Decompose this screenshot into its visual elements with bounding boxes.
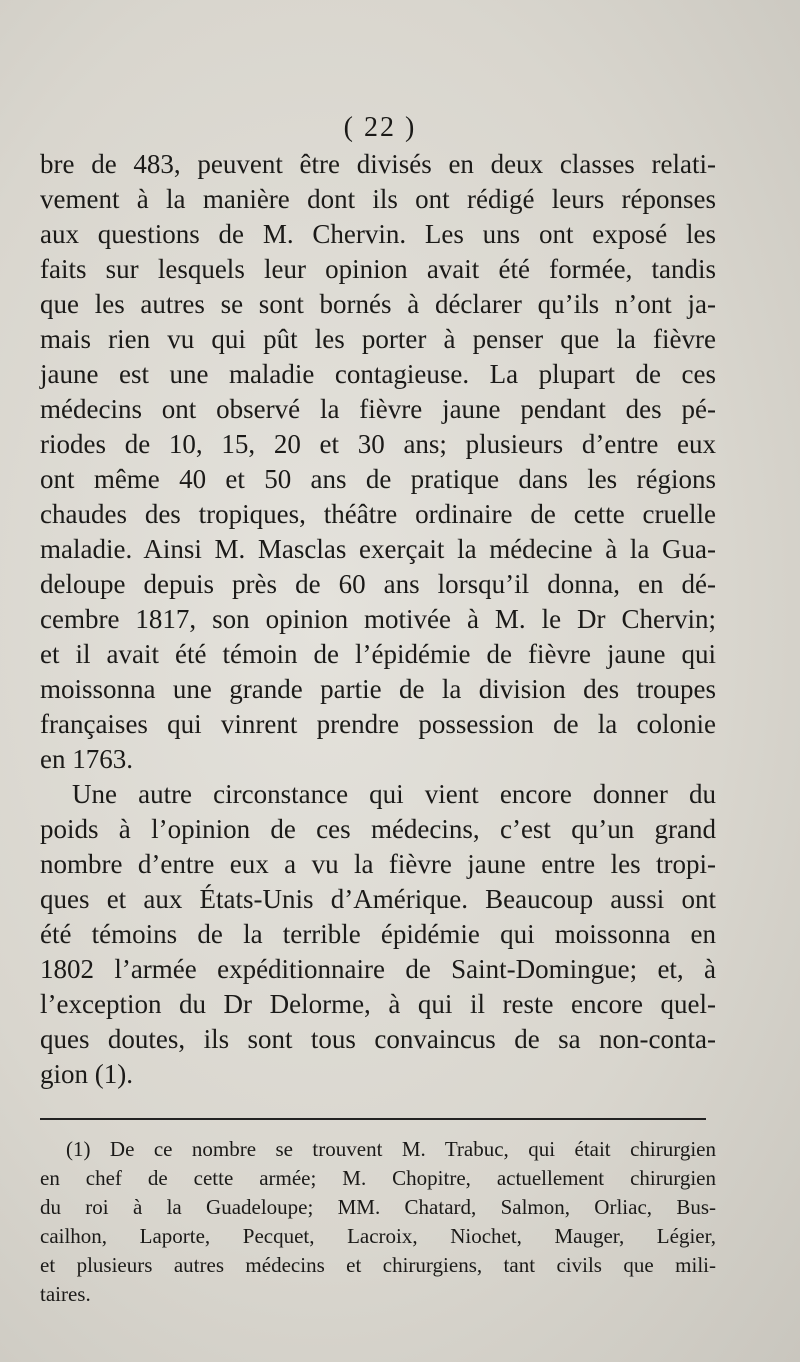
footnote-line: du roi à la Guadeloupe; MM. Chatard, Salmon, Orliac, Bus- (40, 1195, 716, 1219)
text-line: chaudes des tropiques, théâtre ordinaire de cette cruelle (40, 499, 716, 529)
text-line: françaises qui vinrent prendre possession de la colonie (40, 709, 716, 739)
paragraph-start-line: Une autre circonstance qui vient encore donner du (72, 779, 716, 809)
paragraph-end-line: gion (1). (40, 1059, 133, 1089)
text-line: aux questions de M. Chervin. Les uns ont exposé les (40, 219, 716, 249)
footnote-divider (40, 1118, 706, 1120)
text-line: que les autres se sont bornés à déclarer qu’ils n’ont ja- (40, 289, 716, 319)
text-line: ques doutes, ils sont tous convaincus de sa non-conta- (40, 1024, 716, 1054)
footnote-block (40, 1135, 716, 1309)
footnote-line: taires. (40, 1282, 91, 1306)
footnote-line: cailhon, Laporte, Pecquet, Lacroix, Niochet, Mauger, Légier, (40, 1224, 716, 1248)
paragraph-end-line: en 1763. (40, 744, 133, 774)
text-line: nombre d’entre eux a vu la fièvre jaune entre les tropi- (40, 849, 716, 879)
page-number: ( 22 ) (343, 112, 417, 143)
text-line: vement à la manière dont ils ont rédigé leurs réponses (40, 184, 716, 214)
text-line: poids à l’opinion de ces médecins, c’est qu’un grand (40, 814, 716, 844)
text-line: faits sur lesquels leur opinion avait été formée, tandis (40, 254, 716, 284)
footnote-line: (1) De ce nombre se trouvent M. Trabuc, qui était chirurgien (66, 1137, 716, 1161)
footnote-line: et plusieurs autres médecins et chirurgiens, tant civils que mili- (40, 1253, 716, 1277)
text-line: maladie. Ainsi M. Masclas exerçait la médecine à la Gua- (40, 534, 716, 564)
text-line: jaune est une maladie contagieuse. La plupart de ces (40, 359, 716, 389)
text-line: l’exception du Dr Delorme, à qui il reste encore quel- (40, 989, 716, 1019)
text-line: 1802 l’armée expéditionnaire de Saint-Domingue; et, à (40, 954, 716, 984)
text-line: deloupe depuis près de 60 ans lorsqu’il donna, en dé- (40, 569, 716, 599)
text-line: ques et aux États-Unis d’Amérique. Beaucoup aussi ont (40, 884, 716, 914)
text-line: moissonna une grande partie de la division des troupes (40, 674, 716, 704)
text-line: et il avait été témoin de l’épidémie de fièvre jaune qui (40, 639, 716, 669)
text-line: bre de 483, peuvent être divisés en deux classes relati- (40, 149, 716, 179)
text-line: été témoins de la terrible épidémie qui moissonna en (40, 919, 716, 949)
text-line: cembre 1817, son opinion motivée à M. le Dr Chervin; (40, 604, 716, 634)
text-line: riodes de 10, 15, 20 et 30 ans; plusieurs d’entre eux (40, 429, 716, 459)
footnote-line: en chef de cette armée; M. Chopitre, actuellement chirurgien (40, 1166, 716, 1190)
text-line: médecins ont observé la fièvre jaune pendant des pé- (40, 394, 716, 424)
text-line: mais rien vu qui pût les porter à penser que la fièvre (40, 324, 716, 354)
main-text (40, 147, 716, 1092)
text-line: ont même 40 et 50 ans de pratique dans les régions (40, 464, 716, 494)
